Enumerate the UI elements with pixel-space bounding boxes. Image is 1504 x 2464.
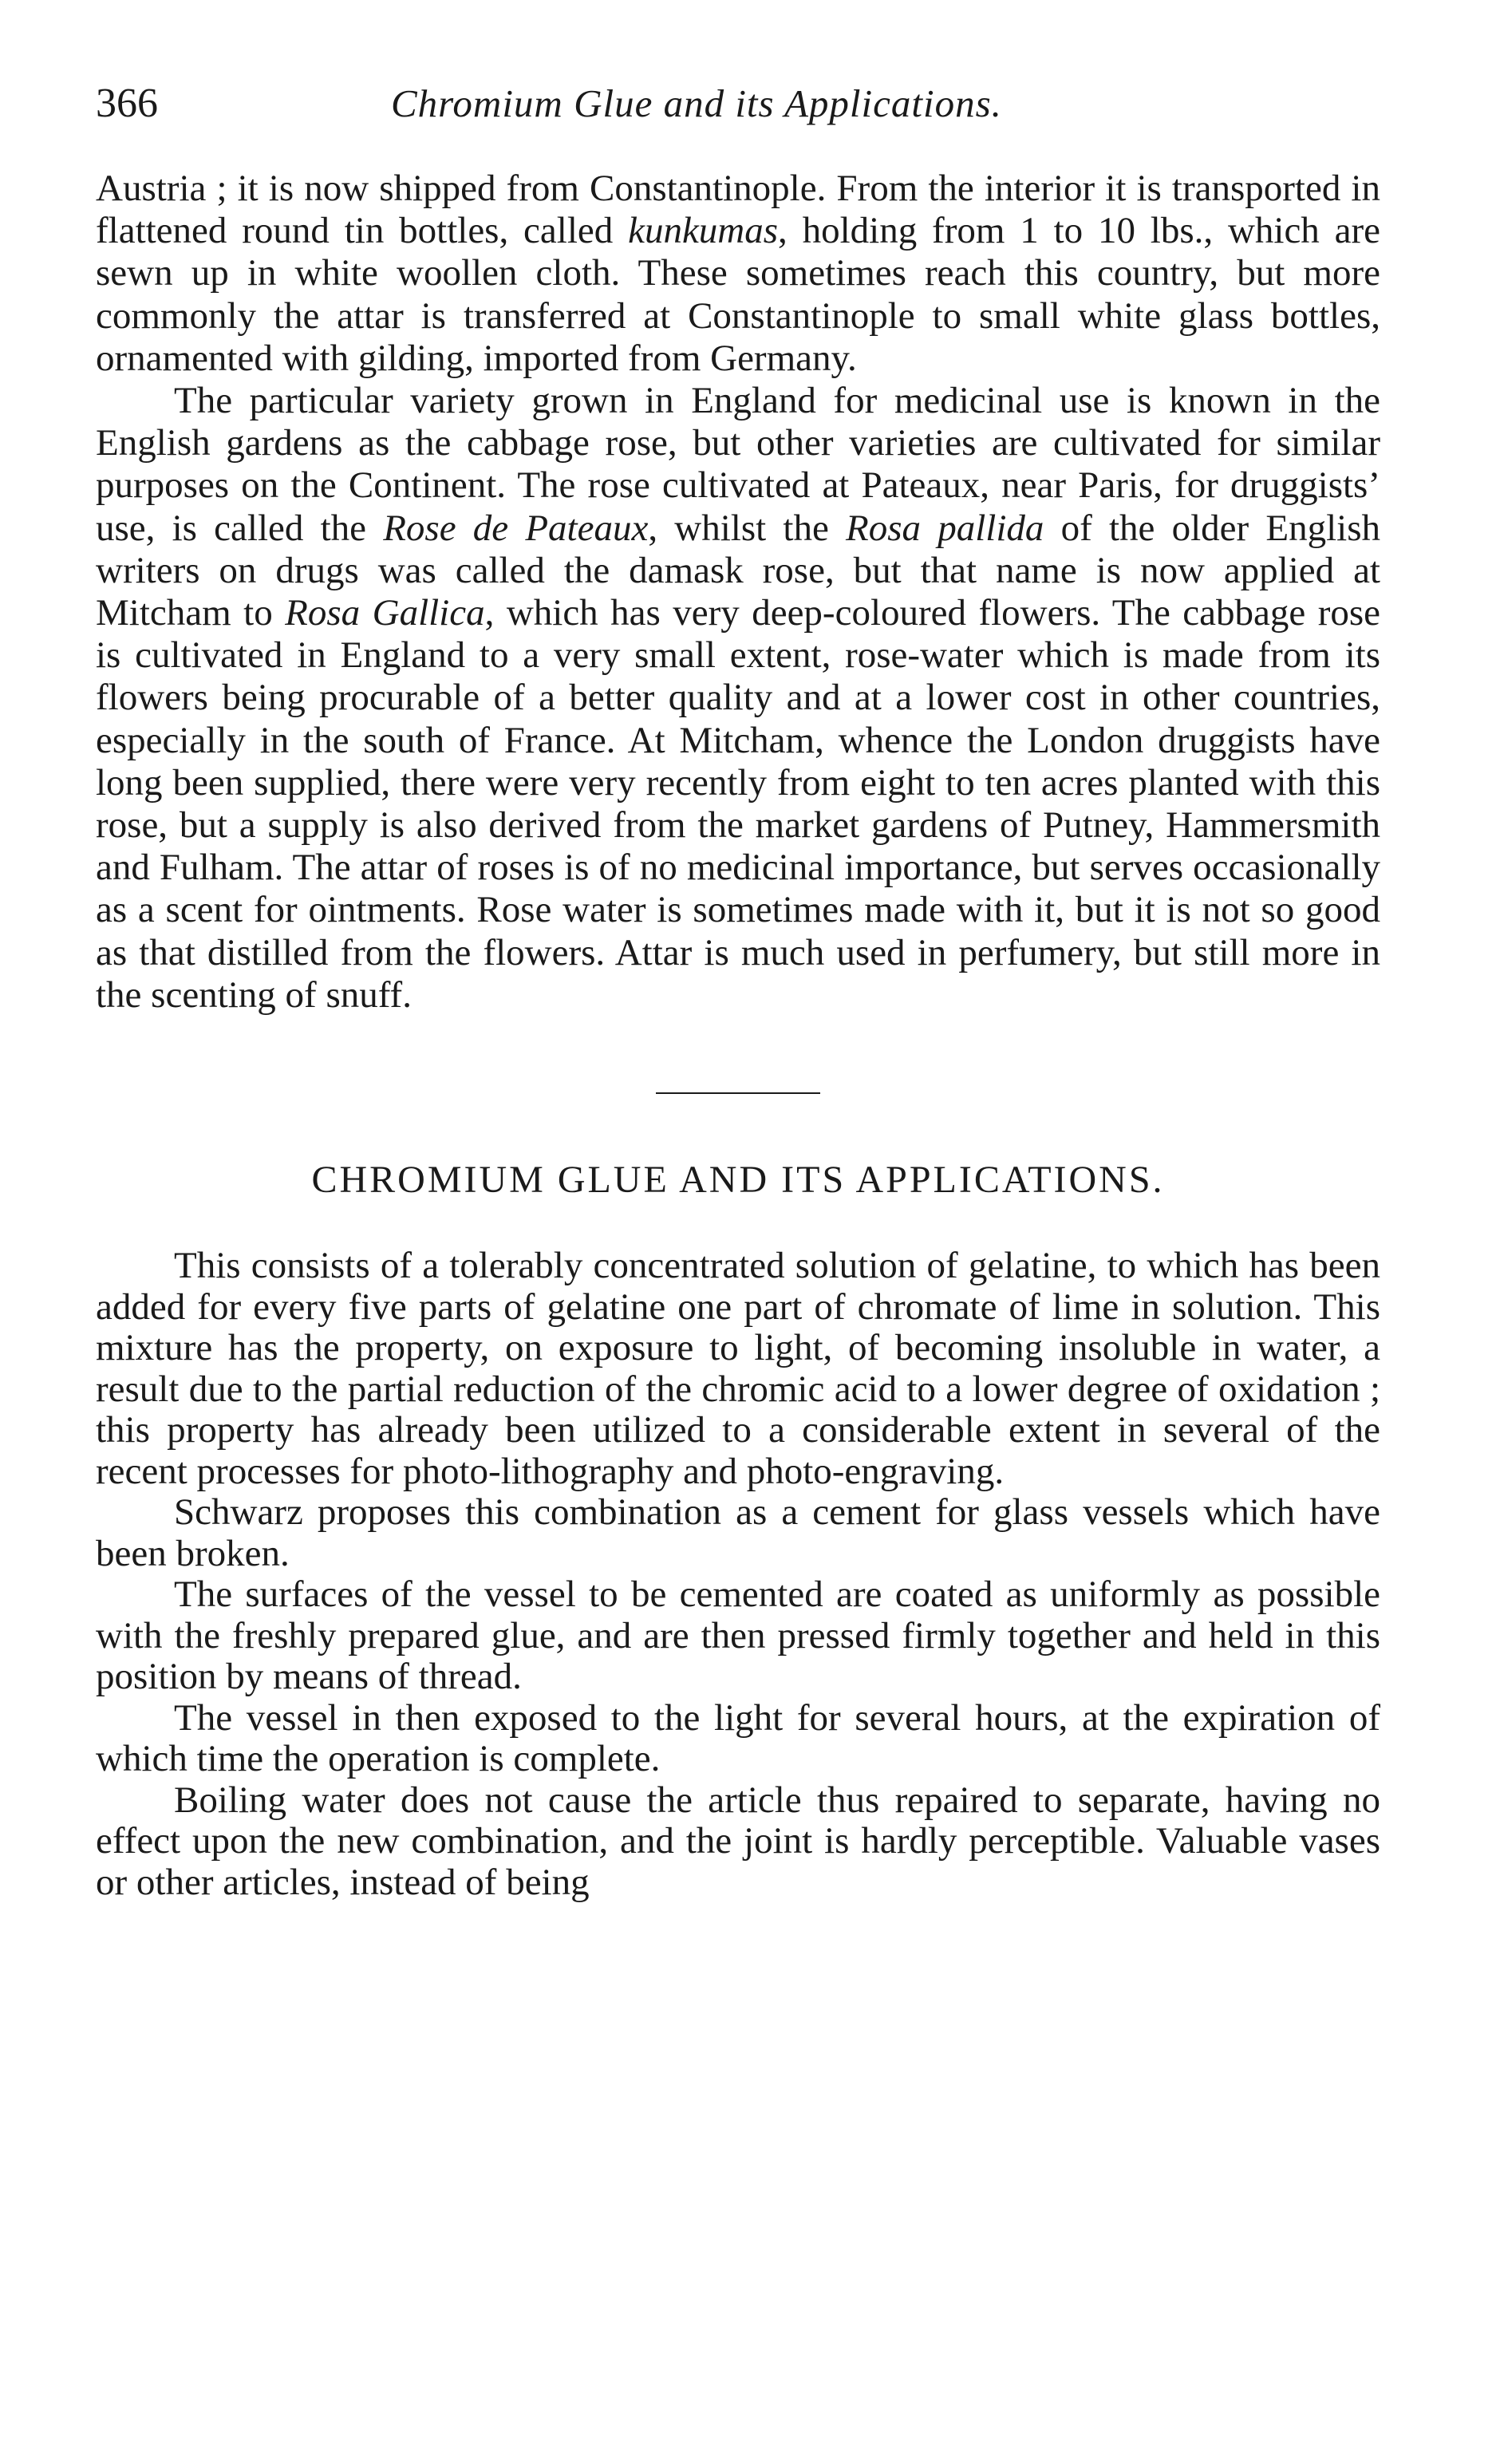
running-head [96, 80, 1380, 168]
running-title: Chromium Glue and its Applications. [391, 81, 1002, 125]
italic-term: Rosa Gallica [285, 592, 485, 634]
paragraph: The surfaces of the vessel to be cemented are coated as uniformly as possible with the freshly prepared glue, and are then pressed firmly together and held in this position by means of thread. [96, 1574, 1380, 1698]
page-number: 366 [96, 81, 158, 126]
paragraph: The vessel in then exposed to the light for several hours, at the expiration of which time the operation is complete. [96, 1696, 1380, 1780]
text-run: Austria ; it is now shipped from Constantinople. From the interior it is transported in flattened round tin bottles, called [96, 168, 1380, 252]
paragraph: This consists of a tolerably concentrated solution of gelatine, to which has been added for every five parts of gelatine one part of chromate of lime in solution. This mixture has the property, on exposure to light, of becoming insoluble in water, a result due to the partial reduction of the chromic acid to a lower degree of oxidation ; this property has already been utilized to a considerable extent in several of the recent processes for photo-lithography and photo-engraving. [96, 1245, 1380, 1492]
rose-section [96, 168, 1380, 1017]
book-page [96, 80, 1380, 1903]
section-heading: CHROMIUM GLUE AND ITS APPLICATIONS. [311, 1159, 1165, 1202]
paragraph: Schwarz proposes this combination as a cement for glass vessels which have been broken. [96, 1491, 1380, 1574]
section-divider [656, 1092, 820, 1094]
text-run: The particular variety grown in England for medicinal use is known in the English gardens as the cabbage rose, but other varieties are cultivated for similar purposes on the Continent. The rose cultivated at Pateaux, near Paris, for druggists’ use, is called the [96, 380, 1380, 549]
text-run: , which has very deep-coloured flowers. The cabbage rose is cultivated in England to a very small extent, rose-water which is made from its flowers being procurable of a better quality and at a lower cost in other countries, especially in the south of France. At Mitcham, whence the London druggists have long been supplied, there were very recently from eight to ten acres planted with this rose, but a supply is also derived from the market gardens of Putney, Hammersmith and Fulham. The attar of roses is of no medicinal importance, but serves occasionally as a scent for ointments. Rose water is sometimes made with it, but it is not so good as that distilled from the flowers. Attar is much used in perfumery, but still more in the scenting of snuff. [96, 592, 1381, 1016]
text-run: of the older English writers on drugs was called the damask rose, but that name is now applied at Mitcham to [96, 507, 1381, 634]
paragraph: Boiling water does not cause the article thus repaired to separate, having no effect upon the new combination, and the joint is hardly perceptible. Valuable vases or other articles, instead of being [96, 1779, 1380, 1903]
chromium-glue-section [96, 1246, 1380, 1903]
paragraph-continued [96, 168, 1380, 380]
italic-term: Rose de Pateaux [383, 507, 649, 549]
italic-term: kunkumas [628, 210, 779, 252]
paragraph [96, 380, 1380, 1017]
italic-term: Rosa pallida [846, 507, 1044, 549]
text-run: , whilst the [648, 507, 847, 549]
text-run: , holding from 1 to 10 lbs., which are sewn up in white woollen cloth. These sometimes reach this country, but more commonly the attar is transferred at Constantinople to small white glass bottles, ornamented with gilding, imported from Germany. [96, 210, 1381, 379]
